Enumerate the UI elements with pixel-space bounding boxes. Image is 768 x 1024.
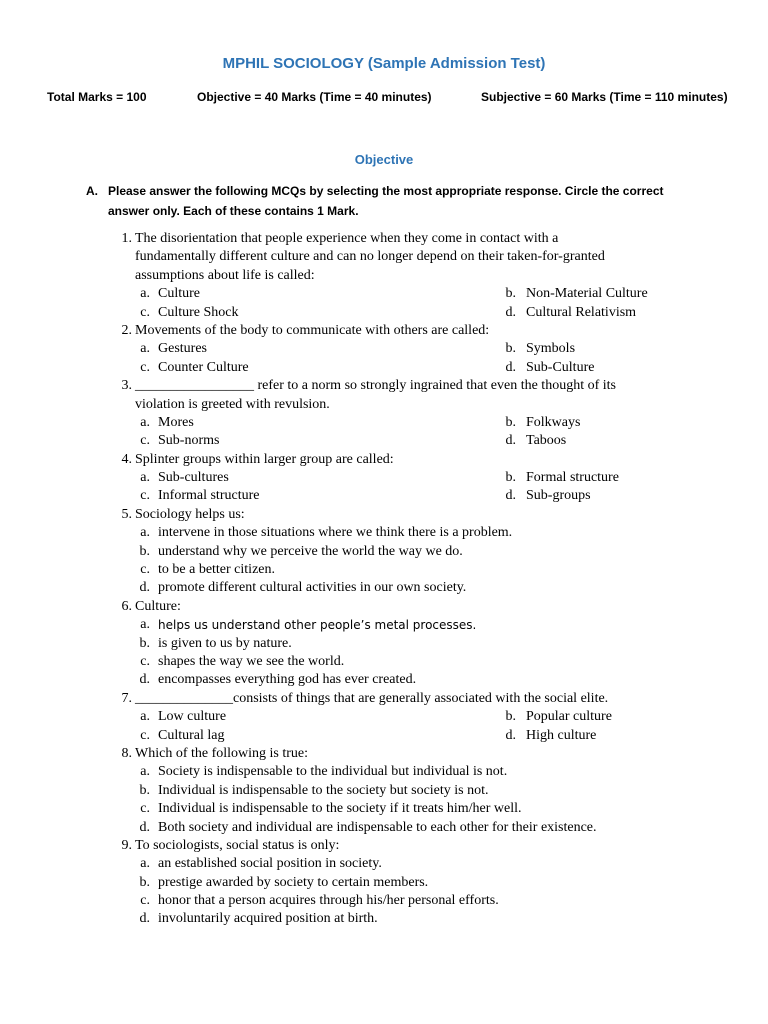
instruction-letter: A. <box>86 184 98 198</box>
option-row <box>0 708 768 726</box>
option-letter: a. <box>140 286 150 302</box>
option-letter: a. <box>140 341 150 357</box>
question-1 <box>0 230 768 322</box>
option-letter: b. <box>505 470 516 486</box>
option-row <box>0 763 768 781</box>
question-stem-text: Movements of the body to communicate with others are called: <box>135 322 490 338</box>
option-letter: b. <box>505 709 516 725</box>
question-stem-text: fundamentally different culture and can no longer depend on their taken-for-granted <box>135 249 605 265</box>
option-row <box>0 469 768 487</box>
option-row <box>0 819 768 837</box>
option-letter: d. <box>505 359 516 375</box>
option-text: Cultural Relativism <box>526 304 637 320</box>
option-text: Counter Culture <box>158 359 249 375</box>
option-text: Culture Shock <box>158 304 239 320</box>
instruction-line-2: answer only. Each of these contains 1 Mark. <box>108 204 359 218</box>
option-text: Society is indispensable to the individual but individual is not. <box>158 764 508 780</box>
option-text: to be a better citizen. <box>158 562 275 578</box>
question-number: 9. <box>121 837 132 853</box>
question-stem-text: ______________consists of things that are generally associated with the social elite. <box>135 690 609 706</box>
question-number: 7. <box>121 690 132 706</box>
option-text: is given to us by nature. <box>158 635 292 651</box>
option-text: Individual is indispensable to the society but society is not. <box>158 782 489 798</box>
option-text: understand why we perceive the world the way we do. <box>158 543 463 559</box>
question-stem-line <box>0 506 768 524</box>
option-letter: d. <box>505 304 516 320</box>
question-number: 5. <box>121 506 132 522</box>
option-text: Cultural lag <box>158 727 225 743</box>
question-6 <box>0 598 768 690</box>
option-text: encompasses everything god has ever created. <box>158 672 417 688</box>
option-row <box>0 874 768 892</box>
option-letter: a. <box>140 617 150 633</box>
option-letter: c. <box>140 359 150 375</box>
option-letter: c. <box>140 488 150 504</box>
question-stem-line <box>0 396 768 414</box>
option-text: Folkways <box>526 414 581 430</box>
option-text: honor that a person acquires through his/her personal efforts. <box>158 893 499 909</box>
question-7 <box>0 690 768 745</box>
option-text: shapes the way we see the world. <box>158 653 345 669</box>
option-row <box>0 340 768 358</box>
option-letter: d. <box>505 727 516 743</box>
option-row <box>0 543 768 561</box>
option-text: Informal structure <box>158 488 260 504</box>
question-list <box>0 230 768 929</box>
question-number: 4. <box>121 451 132 467</box>
option-text: Both society and individual are indispensable to each other for their existence. <box>158 819 597 835</box>
question-4 <box>0 451 768 506</box>
option-row <box>0 671 768 689</box>
option-text: Formal structure <box>526 470 619 486</box>
option-text: Popular culture <box>526 709 612 725</box>
objective-marks: Objective = 40 Marks (Time = 40 minutes) <box>197 90 432 104</box>
question-stem-text: To sociologists, social status is only: <box>135 837 340 853</box>
question-number: 1. <box>121 231 132 246</box>
option-letter: c. <box>140 304 150 320</box>
question-stem-line <box>0 230 768 248</box>
option-letter: b. <box>139 874 150 890</box>
option-letter: a. <box>140 470 150 486</box>
option-row <box>0 487 768 505</box>
option-letter: a. <box>140 856 150 872</box>
option-row <box>0 285 768 303</box>
option-letter: d. <box>139 911 150 927</box>
question-9 <box>0 837 768 929</box>
option-row <box>0 359 768 377</box>
option-row <box>0 892 768 910</box>
question-number: 3. <box>121 378 132 394</box>
option-text: Gestures <box>158 341 207 357</box>
question-5 <box>0 506 768 598</box>
option-text: Mores <box>158 414 194 430</box>
option-text: helps us understand other people’s metal processes. <box>158 618 477 633</box>
question-number: 8. <box>121 745 132 761</box>
question-stem-line <box>0 322 768 340</box>
question-stem-line <box>0 377 768 395</box>
option-letter: c. <box>140 653 150 669</box>
option-letter: b. <box>139 543 150 559</box>
option-row <box>0 579 768 597</box>
option-letter: d. <box>139 819 150 835</box>
option-letter: c. <box>140 893 150 909</box>
option-letter: b. <box>139 782 150 798</box>
subjective-marks: Subjective = 60 Marks (Time = 110 minutes) <box>481 90 728 104</box>
option-letter: b. <box>139 635 150 651</box>
option-row <box>0 855 768 873</box>
question-3 <box>0 377 768 451</box>
option-row <box>0 304 768 322</box>
section-heading: Objective <box>354 152 414 167</box>
option-text: Sub-groups <box>526 488 591 504</box>
option-row <box>0 782 768 800</box>
question-stem-line <box>0 451 768 469</box>
option-row <box>0 727 768 745</box>
option-letter: c. <box>140 433 150 449</box>
question-stem-text: Culture: <box>135 598 181 614</box>
option-row <box>0 414 768 432</box>
option-letter: b. <box>505 414 516 430</box>
question-8 <box>0 745 768 837</box>
question-stem-text: violation is greeted with revulsion. <box>135 396 330 412</box>
option-text: intervene in those situations where we think there is a problem. <box>158 525 513 541</box>
option-letter: d. <box>139 580 150 596</box>
question-2 <box>0 322 768 377</box>
question-number: 2. <box>121 322 132 338</box>
question-stem-line <box>0 267 768 285</box>
option-letter: c. <box>140 562 150 578</box>
question-number: 6. <box>121 598 132 614</box>
option-letter: c. <box>140 801 150 817</box>
option-text: Low culture <box>158 709 227 725</box>
page-title: MPHIL SOCIOLOGY (Sample Admission Test) <box>222 55 546 72</box>
option-row <box>0 616 768 634</box>
option-text: Symbols <box>526 341 576 357</box>
option-letter: d. <box>505 488 516 504</box>
question-stem-line <box>0 598 768 616</box>
option-letter: d. <box>139 672 150 688</box>
question-stem-text: Splinter groups within larger group are called: <box>135 451 394 467</box>
question-stem-line <box>0 690 768 708</box>
option-row <box>0 653 768 671</box>
option-letter: b. <box>505 341 516 357</box>
option-text: Sub-norms <box>158 433 220 449</box>
question-stem-text: assumptions about life is called: <box>135 267 315 283</box>
option-text: High culture <box>526 727 597 743</box>
option-letter: c. <box>140 727 150 743</box>
total-marks: Total Marks = 100 <box>47 90 147 104</box>
option-text: involuntarily acquired position at birth. <box>158 911 378 927</box>
option-row <box>0 910 768 928</box>
option-row <box>0 635 768 653</box>
option-text: Sub-cultures <box>158 470 229 486</box>
option-text: promote different cultural activities in our own society. <box>158 580 467 596</box>
option-letter: a. <box>140 525 150 541</box>
option-row <box>0 800 768 818</box>
question-stem-text: _________________ refer to a norm so strongly ingrained that even the thought of its <box>135 378 616 394</box>
option-row <box>0 561 768 579</box>
option-letter: a. <box>140 709 150 725</box>
question-stem-line <box>0 248 768 266</box>
option-text: Sub-Culture <box>526 359 595 375</box>
option-letter: a. <box>140 414 150 430</box>
option-text: Non-Material Culture <box>526 286 648 302</box>
option-text: prestige awarded by society to certain members. <box>158 874 429 890</box>
option-letter: a. <box>140 764 150 780</box>
option-row <box>0 432 768 450</box>
question-stem-line <box>0 837 768 855</box>
option-letter: b. <box>505 286 516 302</box>
option-letter: d. <box>505 433 516 449</box>
option-text: an established social position in society. <box>158 856 382 872</box>
question-stem-line <box>0 745 768 763</box>
option-text: Culture <box>158 286 200 302</box>
question-stem-text: The disorientation that people experience when they come in contact with a <box>135 231 559 246</box>
option-row <box>0 524 768 542</box>
instruction-line-1: Please answer the following MCQs by selecting the most appropriate response. Circle the correct <box>108 184 664 198</box>
option-text: Taboos <box>526 433 567 449</box>
question-stem-text: Sociology helps us: <box>135 506 245 522</box>
question-stem-text: Which of the following is true: <box>135 745 309 761</box>
option-text: Individual is indispensable to the society if it treats him/her well. <box>158 801 522 817</box>
